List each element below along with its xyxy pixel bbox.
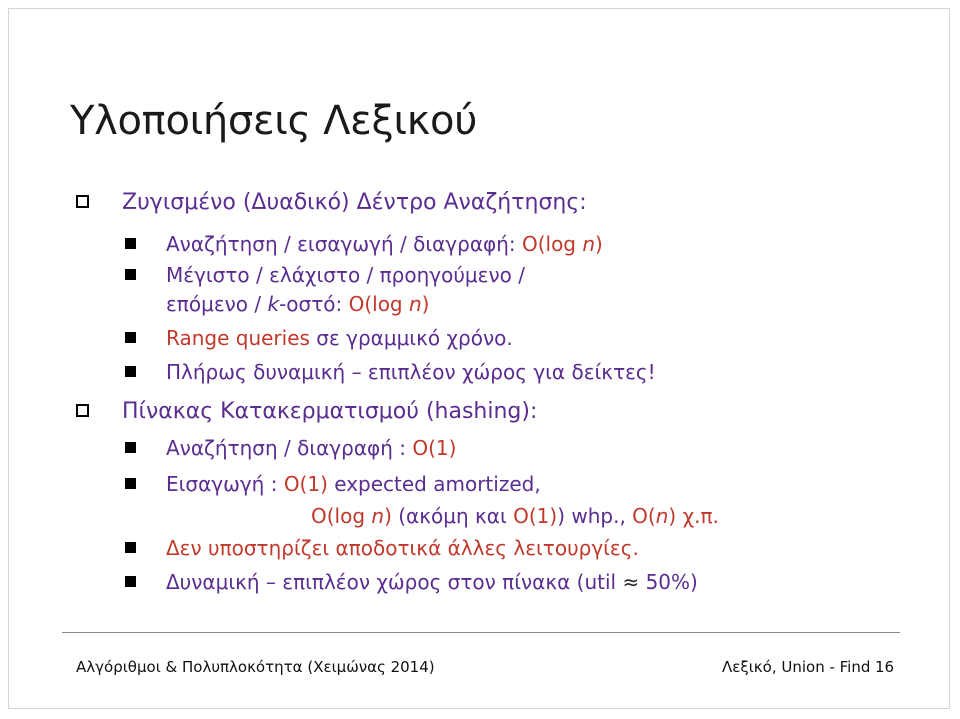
complexity-var: n <box>371 504 385 528</box>
complexity-text: O(1) <box>412 436 457 460</box>
approx-icon: ≈ <box>622 570 640 594</box>
square-bullet-icon <box>125 576 136 587</box>
item-text: Αναζήτηση / διαγραφή : <box>166 436 413 460</box>
item-text: Δυναμική – επιπλέον χώρος στον πίνακα (util <box>166 570 623 594</box>
complexity-close: ) <box>668 504 677 528</box>
square-bullet-icon <box>125 478 136 489</box>
page-number: 16 <box>875 658 895 676</box>
square-bullet-icon <box>125 238 136 249</box>
complexity-text: O( <box>632 504 656 528</box>
complexity-text: O(log <box>521 232 583 256</box>
footer-divider <box>62 632 900 633</box>
item-text: Εισαγωγή : <box>166 472 284 496</box>
item-var: k <box>267 292 280 316</box>
section-heading: Ζυγισμένο (Δυαδικό) Δέντρο Αναζήτησης: <box>122 190 587 215</box>
item-text: Πλήρως δυναμική – επιπλέον χώρος για δείκτες! <box>166 360 656 384</box>
complexity-text: O(1) <box>283 472 335 496</box>
item-text: expected amortized, <box>334 472 541 496</box>
complexity-close: ) <box>421 292 430 316</box>
item-text: Μέγιστο / ελάχιστο / προηγούμενο / <box>166 263 525 287</box>
square-bullet-icon <box>125 542 136 553</box>
item-text: -οστό: <box>279 292 349 316</box>
complexity-text: O(log <box>311 504 372 528</box>
item-text: χ.π. <box>676 504 719 528</box>
complexity-close: ) <box>595 232 603 256</box>
square-bullet-icon <box>125 366 136 377</box>
item-text: σε γραμμικό χρόνο. <box>316 326 513 350</box>
item-text: επόμενο / <box>166 292 268 316</box>
hollow-square-bullet-icon <box>76 404 89 417</box>
item-text: Δεν υποστηρίζει αποδοτικά άλλες λειτουργίες. <box>166 536 639 560</box>
item-text: (ακόμη και <box>398 504 514 528</box>
footer-topic: Λεξικό, Union - Find <box>722 658 871 676</box>
complexity-var: n <box>655 504 669 528</box>
list-item-continuation <box>311 504 719 528</box>
footer-course: Αλγόριθμοι & Πολυπλοκότητα (Χειμώνας 2014) <box>76 658 435 676</box>
item-text: ) whp., <box>557 504 633 528</box>
square-bullet-icon <box>125 332 136 343</box>
item-text: 50%) <box>639 570 698 594</box>
range-queries-text: Range queries <box>166 326 317 350</box>
complexity-var: n <box>582 232 596 256</box>
square-bullet-icon <box>125 442 136 453</box>
hollow-square-bullet-icon <box>76 195 89 208</box>
complexity-var: n <box>408 292 422 316</box>
complexity-text: O(log <box>348 292 409 316</box>
slide-title: Υλοποιήσεις Λεξικού <box>70 98 478 144</box>
section-heading: Πίνακας Κατακερματισμού (hashing): <box>122 399 538 424</box>
list-item-continuation <box>166 292 429 316</box>
item-text: Αναζήτηση / εισαγωγή / διαγραφή: <box>166 232 522 256</box>
complexity-text: O(1) <box>513 504 558 528</box>
complexity-close: ) <box>384 504 399 528</box>
square-bullet-icon <box>125 269 136 280</box>
